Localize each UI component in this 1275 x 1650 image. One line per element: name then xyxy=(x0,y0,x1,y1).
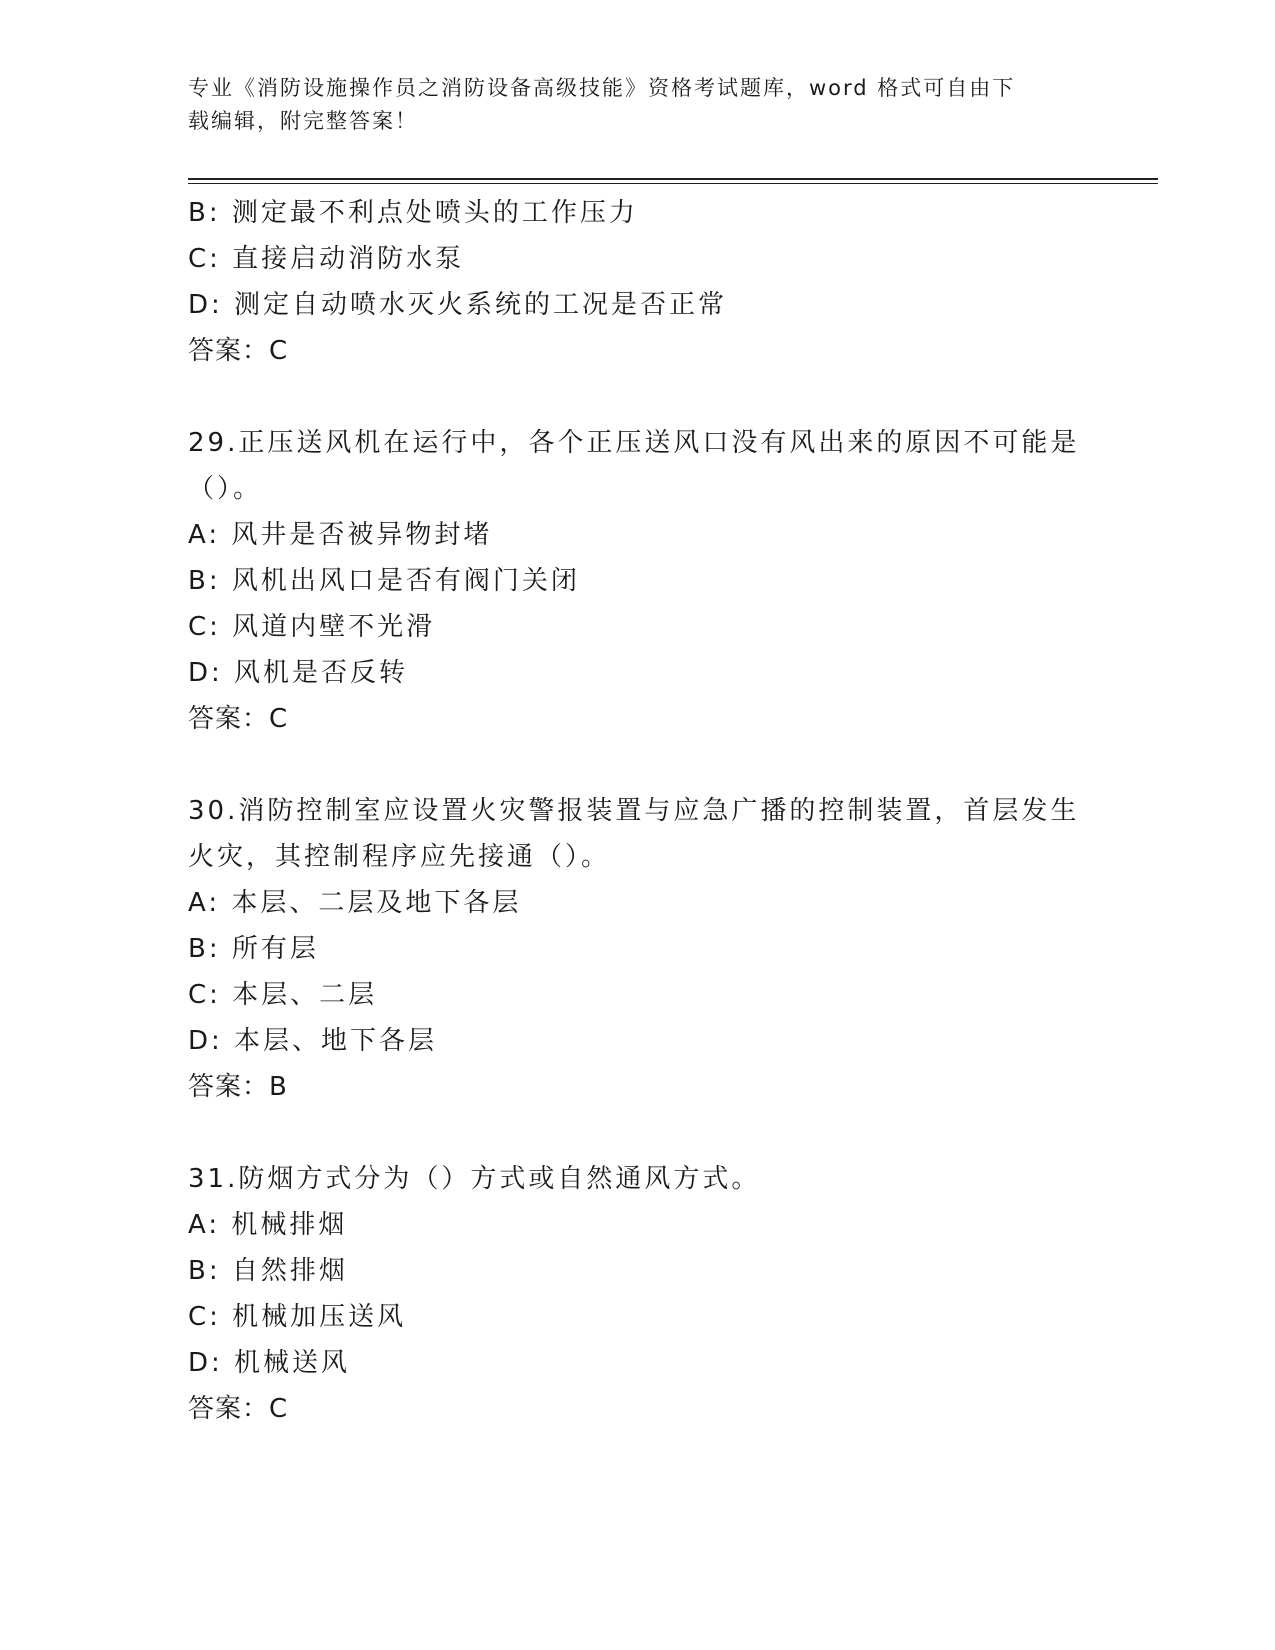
option-d: D: 本层、地下各层 xyxy=(188,1026,438,1056)
header-line-1: 专业《消防设施操作员之消防设备高级技能》资格考试题库，word 格式可自由下 xyxy=(188,76,1016,100)
question-stem-line: 30.消防控制室应设置火灾警报装置与应急广播的控制装置，首层发生 xyxy=(188,796,1080,826)
question-stem-line: 火灾，其控制程序应先接通（）。 xyxy=(188,842,611,872)
question-29 xyxy=(188,420,1088,742)
header-line-2: 载编辑，附完整答案！ xyxy=(188,109,418,133)
option-c: C: 直接启动消防水泵 xyxy=(188,244,465,274)
question-30 xyxy=(188,788,1088,1110)
question-stem-line: （）。 xyxy=(188,474,263,504)
option-d: D: 测定自动喷水灭火系统的工况是否正常 xyxy=(188,290,728,320)
option-a: A: 机械排烟 xyxy=(188,1210,348,1240)
option-d: D: 风机是否反转 xyxy=(188,658,409,688)
question-stem-line: 31.防烟方式分为（）方式或自然通风方式。 xyxy=(188,1164,761,1194)
option-b: B: 测定最不利点处喷头的工作压力 xyxy=(188,198,638,228)
option-a: A: 本层、二层及地下各层 xyxy=(188,888,522,918)
answer: 答案：C xyxy=(188,704,289,734)
option-d: D: 机械送风 xyxy=(188,1348,351,1378)
option-b: B: 风机出风口是否有阀门关闭 xyxy=(188,566,580,596)
option-b: B: 自然排烟 xyxy=(188,1256,348,1286)
option-c: C: 风道内壁不光滑 xyxy=(188,612,436,642)
question-28-continued xyxy=(188,190,1088,374)
answer: 答案：C xyxy=(188,336,289,366)
option-b: B: 所有层 xyxy=(188,934,319,964)
question-content xyxy=(188,190,1088,1432)
header-rule-thin xyxy=(188,183,1158,184)
question-stem-line: 29.正压送风机在运行中，各个正压送风口没有风出来的原因不可能是 xyxy=(188,428,1080,458)
document-header xyxy=(188,72,1088,138)
option-c: C: 本层、二层 xyxy=(188,980,378,1010)
answer: 答案：B xyxy=(188,1072,288,1102)
answer: 答案：C xyxy=(188,1394,289,1424)
header-rule-thick xyxy=(188,178,1158,180)
question-31 xyxy=(188,1156,1088,1432)
option-a: A: 风井是否被异物封堵 xyxy=(188,520,493,550)
option-c: C: 机械加压送风 xyxy=(188,1302,407,1332)
